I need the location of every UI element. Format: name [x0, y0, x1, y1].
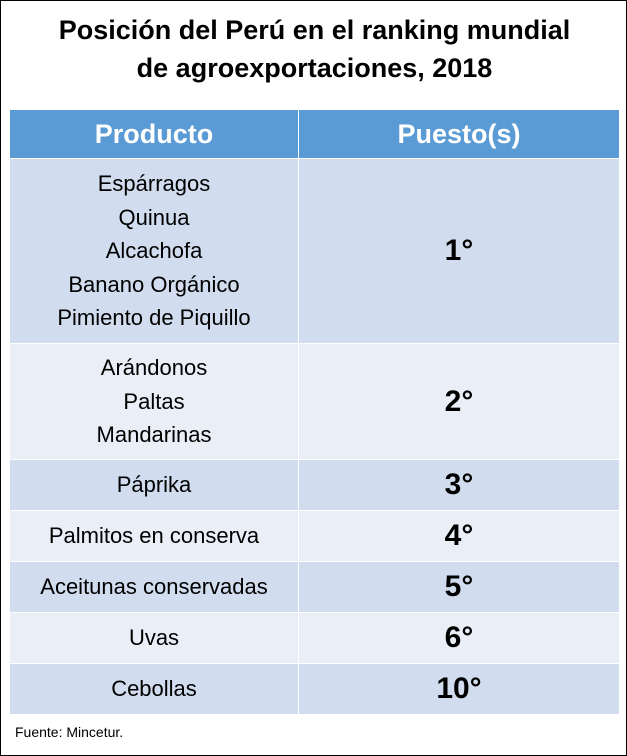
product-name: Palmitos en conserva: [48, 523, 260, 549]
product-name: Arándonos: [100, 355, 208, 381]
product-name: Mandarinas: [96, 422, 212, 448]
product-cell: [10, 159, 299, 344]
product-name: Espárragos: [97, 171, 211, 197]
rank-cell: 10°: [299, 664, 620, 715]
table-row: [10, 460, 620, 511]
table-row: [10, 562, 620, 613]
column-header-producto: Producto: [10, 110, 299, 159]
table-header-row: [10, 110, 620, 159]
rank-cell: 3°: [299, 460, 620, 511]
product-name: Alcachofa: [105, 238, 203, 264]
rank-cell: 1°: [299, 159, 620, 344]
title-line-1: Posición del Perú en el ranking mundial: [58, 15, 571, 45]
table-row: [10, 159, 620, 344]
product-name: Cebollas: [111, 676, 197, 702]
product-cell: [10, 664, 299, 715]
title-line-2: de agroexportaciones, 2018: [136, 53, 493, 83]
ranking-table: [9, 109, 620, 715]
product-name: Aceitunas conservadas: [40, 574, 268, 600]
rank-cell: 4°: [299, 511, 620, 562]
product-name: Quinua: [118, 204, 190, 230]
table-row: [10, 344, 620, 460]
product-name: Paltas: [123, 388, 185, 414]
product-name: Pimiento de Piquillo: [57, 305, 251, 331]
product-name: Banano Orgánico: [68, 271, 240, 297]
product-cell: [10, 344, 299, 460]
product-cell: [10, 613, 299, 664]
page-title: [1, 11, 627, 87]
product-cell: [10, 562, 299, 613]
product-name: Uvas: [128, 625, 180, 651]
product-cell: [10, 511, 299, 562]
source-note: Fuente: Mincetur.: [15, 724, 124, 740]
column-header-puestos: Puesto(s): [299, 110, 620, 159]
table-row: [10, 613, 620, 664]
product-cell: [10, 460, 299, 511]
rank-cell: 6°: [299, 613, 620, 664]
rank-cell: 5°: [299, 562, 620, 613]
table-row: [10, 511, 620, 562]
table-row: [10, 664, 620, 715]
rank-cell: 2°: [299, 344, 620, 460]
product-name: Páprika: [116, 472, 192, 498]
